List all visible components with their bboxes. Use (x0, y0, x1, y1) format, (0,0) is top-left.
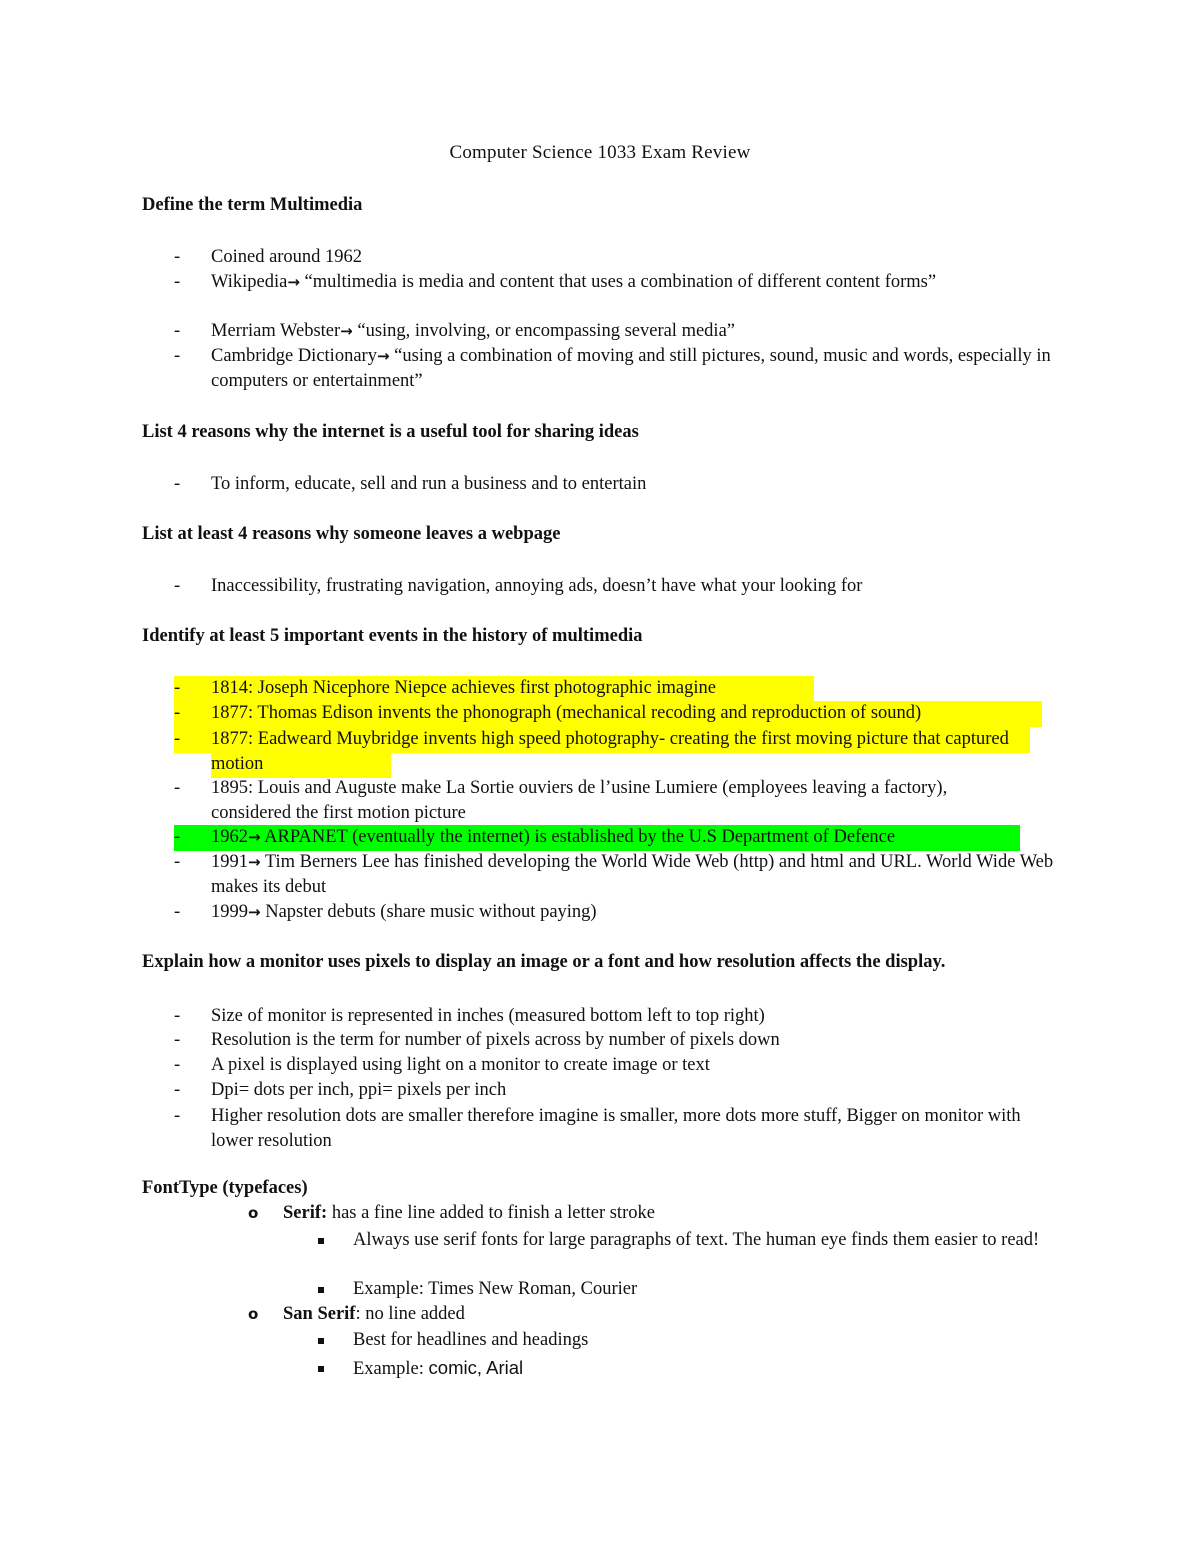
arrow-icon: → (287, 273, 300, 291)
list-item: - Merriam Webster→ “using, involving, or encompassing several media” (174, 321, 735, 341)
arrow-icon: → (340, 322, 353, 340)
list-item-serif: o Serif: has a fine line added to finish a letter stroke (248, 1201, 655, 1226)
list-item-sans-serif: o San Serif: no line added (248, 1302, 465, 1327)
square-bullet-icon (318, 1238, 324, 1244)
section-heading-monitor-pixels: Explain how a monitor uses pixels to display an image or a font and how resolution affects the display. (142, 952, 946, 972)
list-item: - 1895: Louis and Auguste make La Sortie ouviers de l’usine Lumiere (employees leaving a factory), considered the first motion picture (174, 778, 948, 823)
list-item: - A pixel is displayed using light on a monitor to create image or text (174, 1055, 710, 1075)
list-item: Always use serif fonts for large paragraphs of text. The human eye finds them easier to read! (316, 1228, 1056, 1253)
list-item: - Dpi= dots per inch, ppi= pixels per inch (174, 1080, 507, 1100)
square-bullet-icon (318, 1338, 324, 1344)
list-item: - 1962→ ARPANET (eventually the internet) is established by the U.S Department of Defence (174, 825, 1054, 850)
section-heading-multimedia: Define the term Multimedia (142, 195, 363, 215)
circle-bullet-icon: o (248, 1204, 259, 1222)
list-item: - Cambridge Dictionary→ “using a combination of moving and still pictures, sound, music and words, especially in computers or entertainment” (174, 346, 1051, 391)
list-item: - Size of monitor is represented in inches (measured bottom left to top right) (174, 1006, 765, 1026)
list-item: - 1814: Joseph Nicephore Niepce achieves first photographic imagine (174, 676, 1054, 701)
arrow-icon: → (376, 347, 390, 365)
page-title: Computer Science 1033 Exam Review (449, 142, 751, 163)
arrow-icon: → (248, 853, 261, 871)
list-item: - Higher resolution dots are smaller therefore imagine is smaller, more dots more stuff, Bigger on monitor with lower resolution (174, 1106, 1021, 1151)
list-item: - 1877: Thomas Edison invents the phonograph (mechanical recoding and reproduction of sound) (174, 701, 1054, 726)
list-item: - 1877: Eadweard Muybridge invents high speed photography- creating the first moving picture that captured motion (174, 727, 1034, 776)
square-bullet-icon (318, 1366, 324, 1372)
list-item: - 1999→ Napster debuts (share music without paying) (174, 902, 597, 922)
list-item: - To inform, educate, sell and run a business and to entertain (174, 474, 647, 494)
section-heading-internet-reasons: List 4 reasons why the internet is a useful tool for sharing ideas (142, 422, 639, 442)
section-heading-fonttype: FontType (typefaces) (142, 1178, 308, 1198)
square-bullet-icon (318, 1287, 324, 1293)
list-item: - Wikipedia→ “multimedia is media and content that uses a combination of different content forms” (174, 272, 937, 292)
list-item: - Coined around 1962 (174, 247, 363, 267)
list-item: - Inaccessibility, frustrating navigation, annoying ads, doesn’t have what your looking for (174, 576, 863, 596)
arrow-icon: → (248, 903, 261, 921)
list-item: - 1991→ Tim Berners Lee has finished developing the World Wide Web (http) and html and URL. World Wide Web makes its debut (174, 852, 1054, 897)
list-item: Example: comic, Arial (316, 1356, 1056, 1382)
list-item: - Resolution is the term for number of pixels across by number of pixels down (174, 1030, 780, 1050)
arrow-icon: → (248, 828, 261, 846)
section-heading-history: Identify at least 5 important events in the history of multimedia (142, 626, 643, 646)
list-item: Example: Times New Roman, Courier (316, 1277, 1056, 1302)
circle-bullet-icon: o (248, 1305, 259, 1323)
list-item: Best for headlines and headings (316, 1328, 1056, 1353)
section-heading-leave-webpage: List at least 4 reasons why someone leaves a webpage (142, 524, 561, 544)
